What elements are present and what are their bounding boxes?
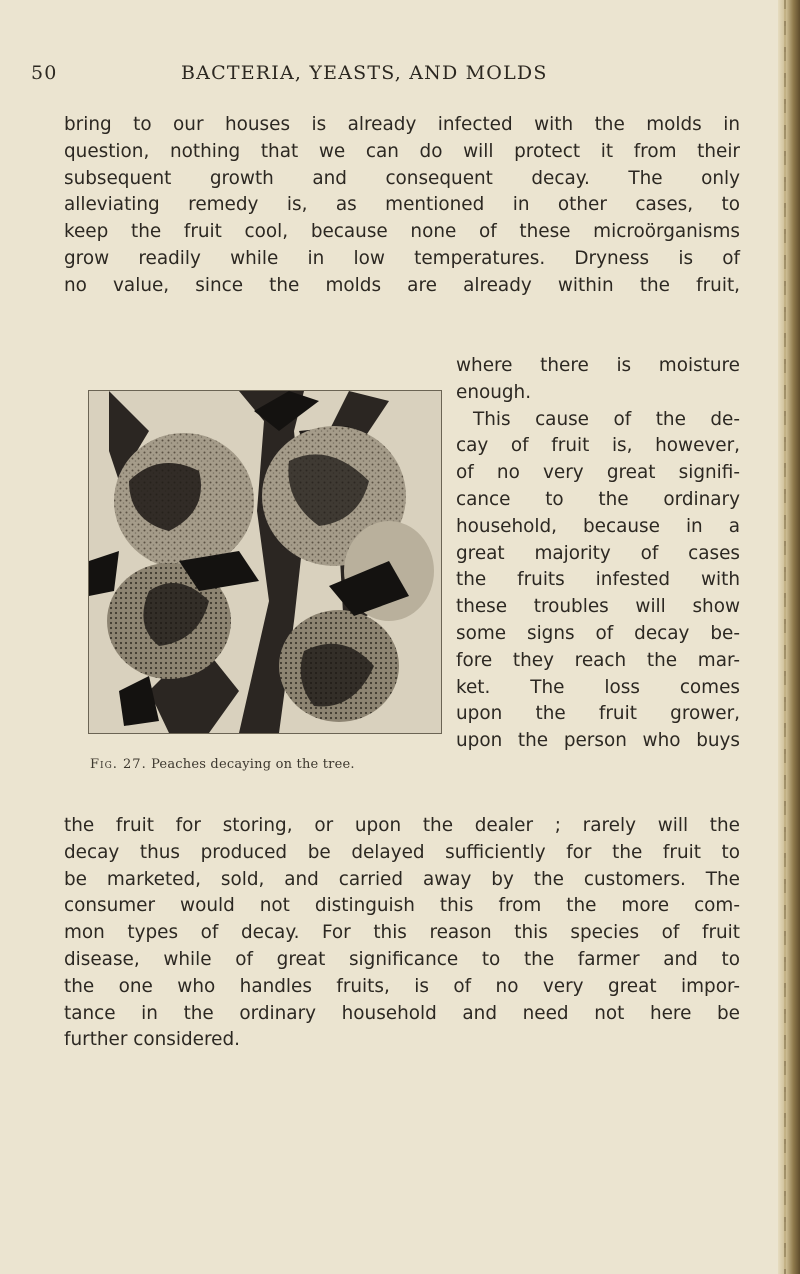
text-line: fore they reach the mar- xyxy=(456,649,740,671)
text-line: bring to our houses is already infected with the molds in xyxy=(64,114,740,135)
text-line: grow readily while in low temperatures. Dryness is of xyxy=(64,247,740,269)
text-line: enough. xyxy=(456,381,532,403)
text-line: household, because in a xyxy=(456,515,740,537)
text-line: where there is moisture xyxy=(456,355,740,376)
text-line: the fruit for storing, or upon the dealer ; rarely will the xyxy=(64,815,740,836)
text-line: alleviating remedy is, as mentioned in other cases, to xyxy=(64,194,740,216)
figure-label: Fig. 27. xyxy=(90,757,147,772)
page-edge-shadow xyxy=(778,0,800,1274)
text-line: cance to the ordinary xyxy=(456,488,740,510)
text-line: disease, while of great significance to the farmer and to xyxy=(64,948,740,970)
text-line: the one who handles fruits, is of no very great impor- xyxy=(64,975,740,997)
text-line: no value, since the molds are already within the fruit, xyxy=(64,274,740,296)
text-line: cay of fruit is, however, xyxy=(456,435,740,457)
paragraph-top xyxy=(64,112,740,300)
page-number: 50 xyxy=(31,62,58,84)
text-line: tance in the ordinary household and need not here be xyxy=(64,1002,740,1024)
running-head xyxy=(31,62,736,98)
text-line: decay thus produced be delayed sufficiently for the fruit to xyxy=(64,841,740,863)
text-line: some signs of decay be- xyxy=(456,622,740,644)
figure-peaches-photo xyxy=(88,390,442,734)
text-line: upon the fruit grower, xyxy=(456,703,740,725)
text-line: upon the person who buys xyxy=(456,730,740,752)
text-line: consumer would not distinguish this from the more com- xyxy=(64,895,740,917)
text-line: great majority of cases xyxy=(456,542,740,564)
figure-caption-text: Peaches decaying on the tree. xyxy=(151,757,355,772)
text-line: question, nothing that we can do will protect it from their xyxy=(64,140,740,162)
figure-caption xyxy=(90,757,450,772)
text-line: mon types of decay. For this reason this species of fruit xyxy=(64,922,740,944)
text-line: of no very great signifi- xyxy=(456,462,740,484)
text-line: further considered. xyxy=(64,1029,240,1051)
running-title: BACTERIA, YEASTS, AND MOLDS xyxy=(181,62,548,84)
text-line: these troubles will show xyxy=(456,596,740,618)
paragraph-side xyxy=(456,353,740,755)
peaches-illustration xyxy=(89,391,441,733)
text-line: ket. The loss comes xyxy=(456,676,740,698)
text-line: be marketed, sold, and carried away by the customers. The xyxy=(64,868,740,890)
text-line: the fruits infested with xyxy=(456,569,740,591)
paragraph-bottom xyxy=(64,813,740,1054)
text-line: subsequent growth and consequent decay. The only xyxy=(64,167,740,189)
text-line: This cause of the de- xyxy=(473,408,740,430)
text-line: keep the fruit cool, because none of these microörganisms xyxy=(64,221,740,243)
